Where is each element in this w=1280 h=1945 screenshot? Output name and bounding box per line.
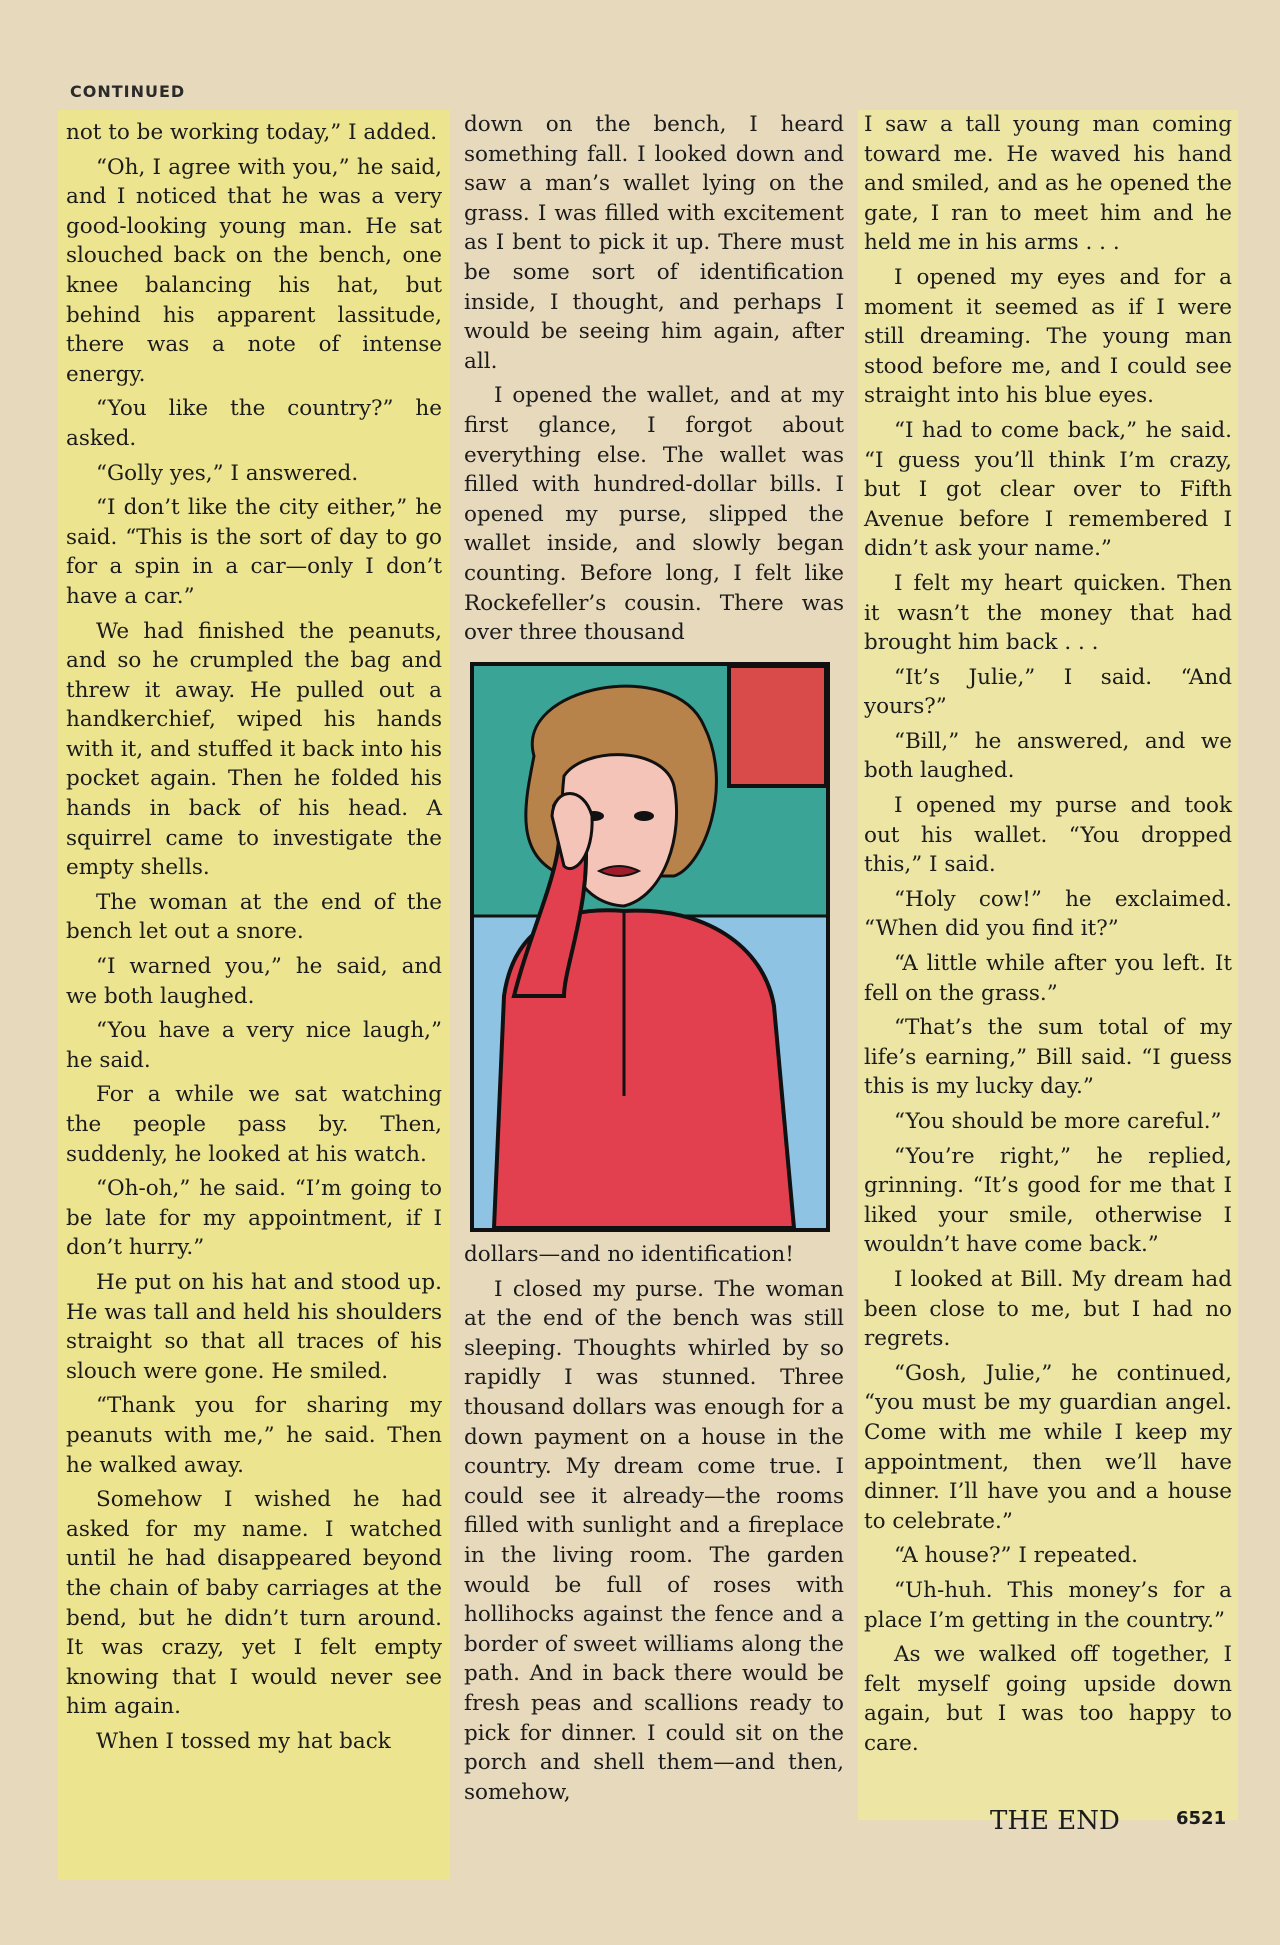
paragraph: “It’s Julie,” I said. “And yours?”: [864, 664, 1232, 720]
continued-label: CONTINUED: [70, 82, 186, 101]
paragraph: As we walked off together, I felt myself going upside down again, but I was too happy to care.: [864, 1642, 1232, 1756]
paragraph: “You should be more careful.”: [894, 1109, 1222, 1134]
paragraph: I opened my purse and took out his wallet. “You dropped this,” I said.: [864, 793, 1232, 878]
paragraph: I opened my eyes and for a moment it seemed as if I were still dreaming. The young man stood before me, and I could see straight into his blue eyes.: [864, 264, 1232, 409]
paragraph: For a while we sat watching the people pass by. Then, suddenly, he looked at his watch.: [66, 1082, 442, 1167]
paragraph: “I warned you,” he said, and we both laughed.: [66, 954, 442, 1009]
paragraph: “Bill,” he answered, and we both laughed.: [864, 728, 1232, 784]
text-column-2: [464, 110, 844, 655]
paragraph: He put on his hat and stood up. He was tall and held his shoulders straight so that all traces of his slouch were gone. He smiled.: [66, 1269, 442, 1384]
paragraph: “Gosh, Julie,” he continued, “you must be my guardian angel. Come with me while I keep my appointment, then we’ll have dinner. I’ll have you and a house to celebrate.”: [864, 1360, 1232, 1534]
the-end-label: THE END: [990, 1806, 1120, 1836]
paragraph: I looked at Bill. My dream had been close to me, but I had no regrets.: [864, 1266, 1232, 1352]
paragraph: down on the bench, I heard something fall. I looked down and saw a man’s wallet lying on the grass. I was filled with excitement as I bent to pick it up. There must be some sort of identification inside, I thought, and perhaps I would be seeing him again, after all.: [464, 112, 844, 374]
paragraph: “A little while after you left. It fell on the grass.”: [864, 951, 1232, 1006]
paragraph: The woman at the end of the bench let out a snore.: [66, 889, 442, 945]
paragraph: “Thank you for sharing my peanuts with me,” he said. Then he walked away.: [66, 1393, 442, 1478]
paragraph: Somehow I wished he had asked for my name. I watched until he had disappeared beyond the chain of baby carriages at the bend, but he didn’t turn around. It was crazy, yet I felt empty knowing that I would never see him again.: [66, 1487, 442, 1720]
paragraph: not to be working today,” I added.: [66, 120, 438, 145]
paragraph: “A house?” I repeated.: [894, 1543, 1138, 1569]
paragraph: “I don’t like the city either,” he said. “This is the sort of day to go for a spin in a car—only I don’t have a car.”: [66, 495, 442, 609]
paragraph: “Golly yes,” I answered.: [96, 460, 359, 486]
paragraph: I felt my heart quicken. Then it wasn’t the money that had brought him back . . .: [864, 570, 1232, 656]
paragraph: “Uh-huh. This money’s for a place I’m getting in the country.”: [864, 1577, 1232, 1633]
paragraph: “I had to come back,” he said. “I guess you’ll think I’m crazy, but I got clear over to Fifth Avenue before I remembered I didn’t ask your name.”: [864, 417, 1232, 562]
paragraph: I saw a tall young man coming toward me. He waved his hand and smiled, and as he opened the gate, I ran to meet him and he held me in his arms . . .: [864, 112, 1232, 256]
paragraph: “Holy cow!” he exclaimed. “When did you find it?”: [864, 886, 1232, 942]
paragraph: When I tossed my hat back: [96, 1728, 391, 1754]
page-code: 6521: [1176, 1808, 1227, 1829]
text-column-2-bottom: [464, 1240, 844, 1812]
paragraph: “You’re right,” he replied, grinning. “It’s good for me that I liked your smile, otherwise I wouldn’t have come back.”: [864, 1143, 1232, 1258]
text-column-3: [858, 110, 1238, 1820]
paragraph: “You like the country?” he asked.: [66, 396, 442, 451]
text-column-1: [58, 110, 450, 1880]
paragraph: dollars—and no identification!: [464, 1242, 794, 1267]
woman-thinking-illustration: [474, 666, 826, 1228]
paragraph: “Oh, I agree with you,” he said, and I noticed that he was a very good-looking young man. He sat slouched back on the bench, one knee balancing his hat, but behind his apparent lassitude, there was a note of intense energy.: [66, 154, 442, 387]
paragraph: I opened the wallet, and at my first glance, I forgot about everything else. The wallet was filled with hundred-dollar bills. I opened my purse, slipped the wallet inside, and slowly began counting. Before long, I felt like Rockefeller’s cousin. There was over three thousand: [464, 383, 844, 646]
paragraph: We had finished the peanuts, and so he crumpled the bag and threw it away. He pulled out a handkerchief, wiped his hands with it, and stuffed it back into his pocket again. Then he folded his hands in back of his head. A squirrel came to investigate the empty shells.: [66, 618, 442, 881]
paragraph: “You have a very nice laugh,” he said.: [66, 1018, 442, 1073]
paragraph: “Oh-oh,” he said. “I’m going to be late for my appointment, if I don’t hurry.”: [66, 1176, 442, 1261]
paragraph: “That’s the sum total of my life’s earning,” Bill said. “I guess this is my lucky day.”: [864, 1015, 1232, 1100]
paragraph: I closed my purse. The woman at the end of the bench was still sleeping. Thoughts whirled by so rapidly I was stunned. Three thousand dollars was enough for a down payment on a house in the country. My dream come true. I could see it already—the rooms filled with sunlight and a fireplace in the living room. The garden would be full of roses with hollihocks against the fence and a border of sweet williams along the path. And in back there would be fresh peas and scallions ready to pick for dinner. I could sit on the porch and shell them—and then, somehow,: [464, 1276, 844, 1805]
comic-illustration-panel: [470, 662, 830, 1232]
